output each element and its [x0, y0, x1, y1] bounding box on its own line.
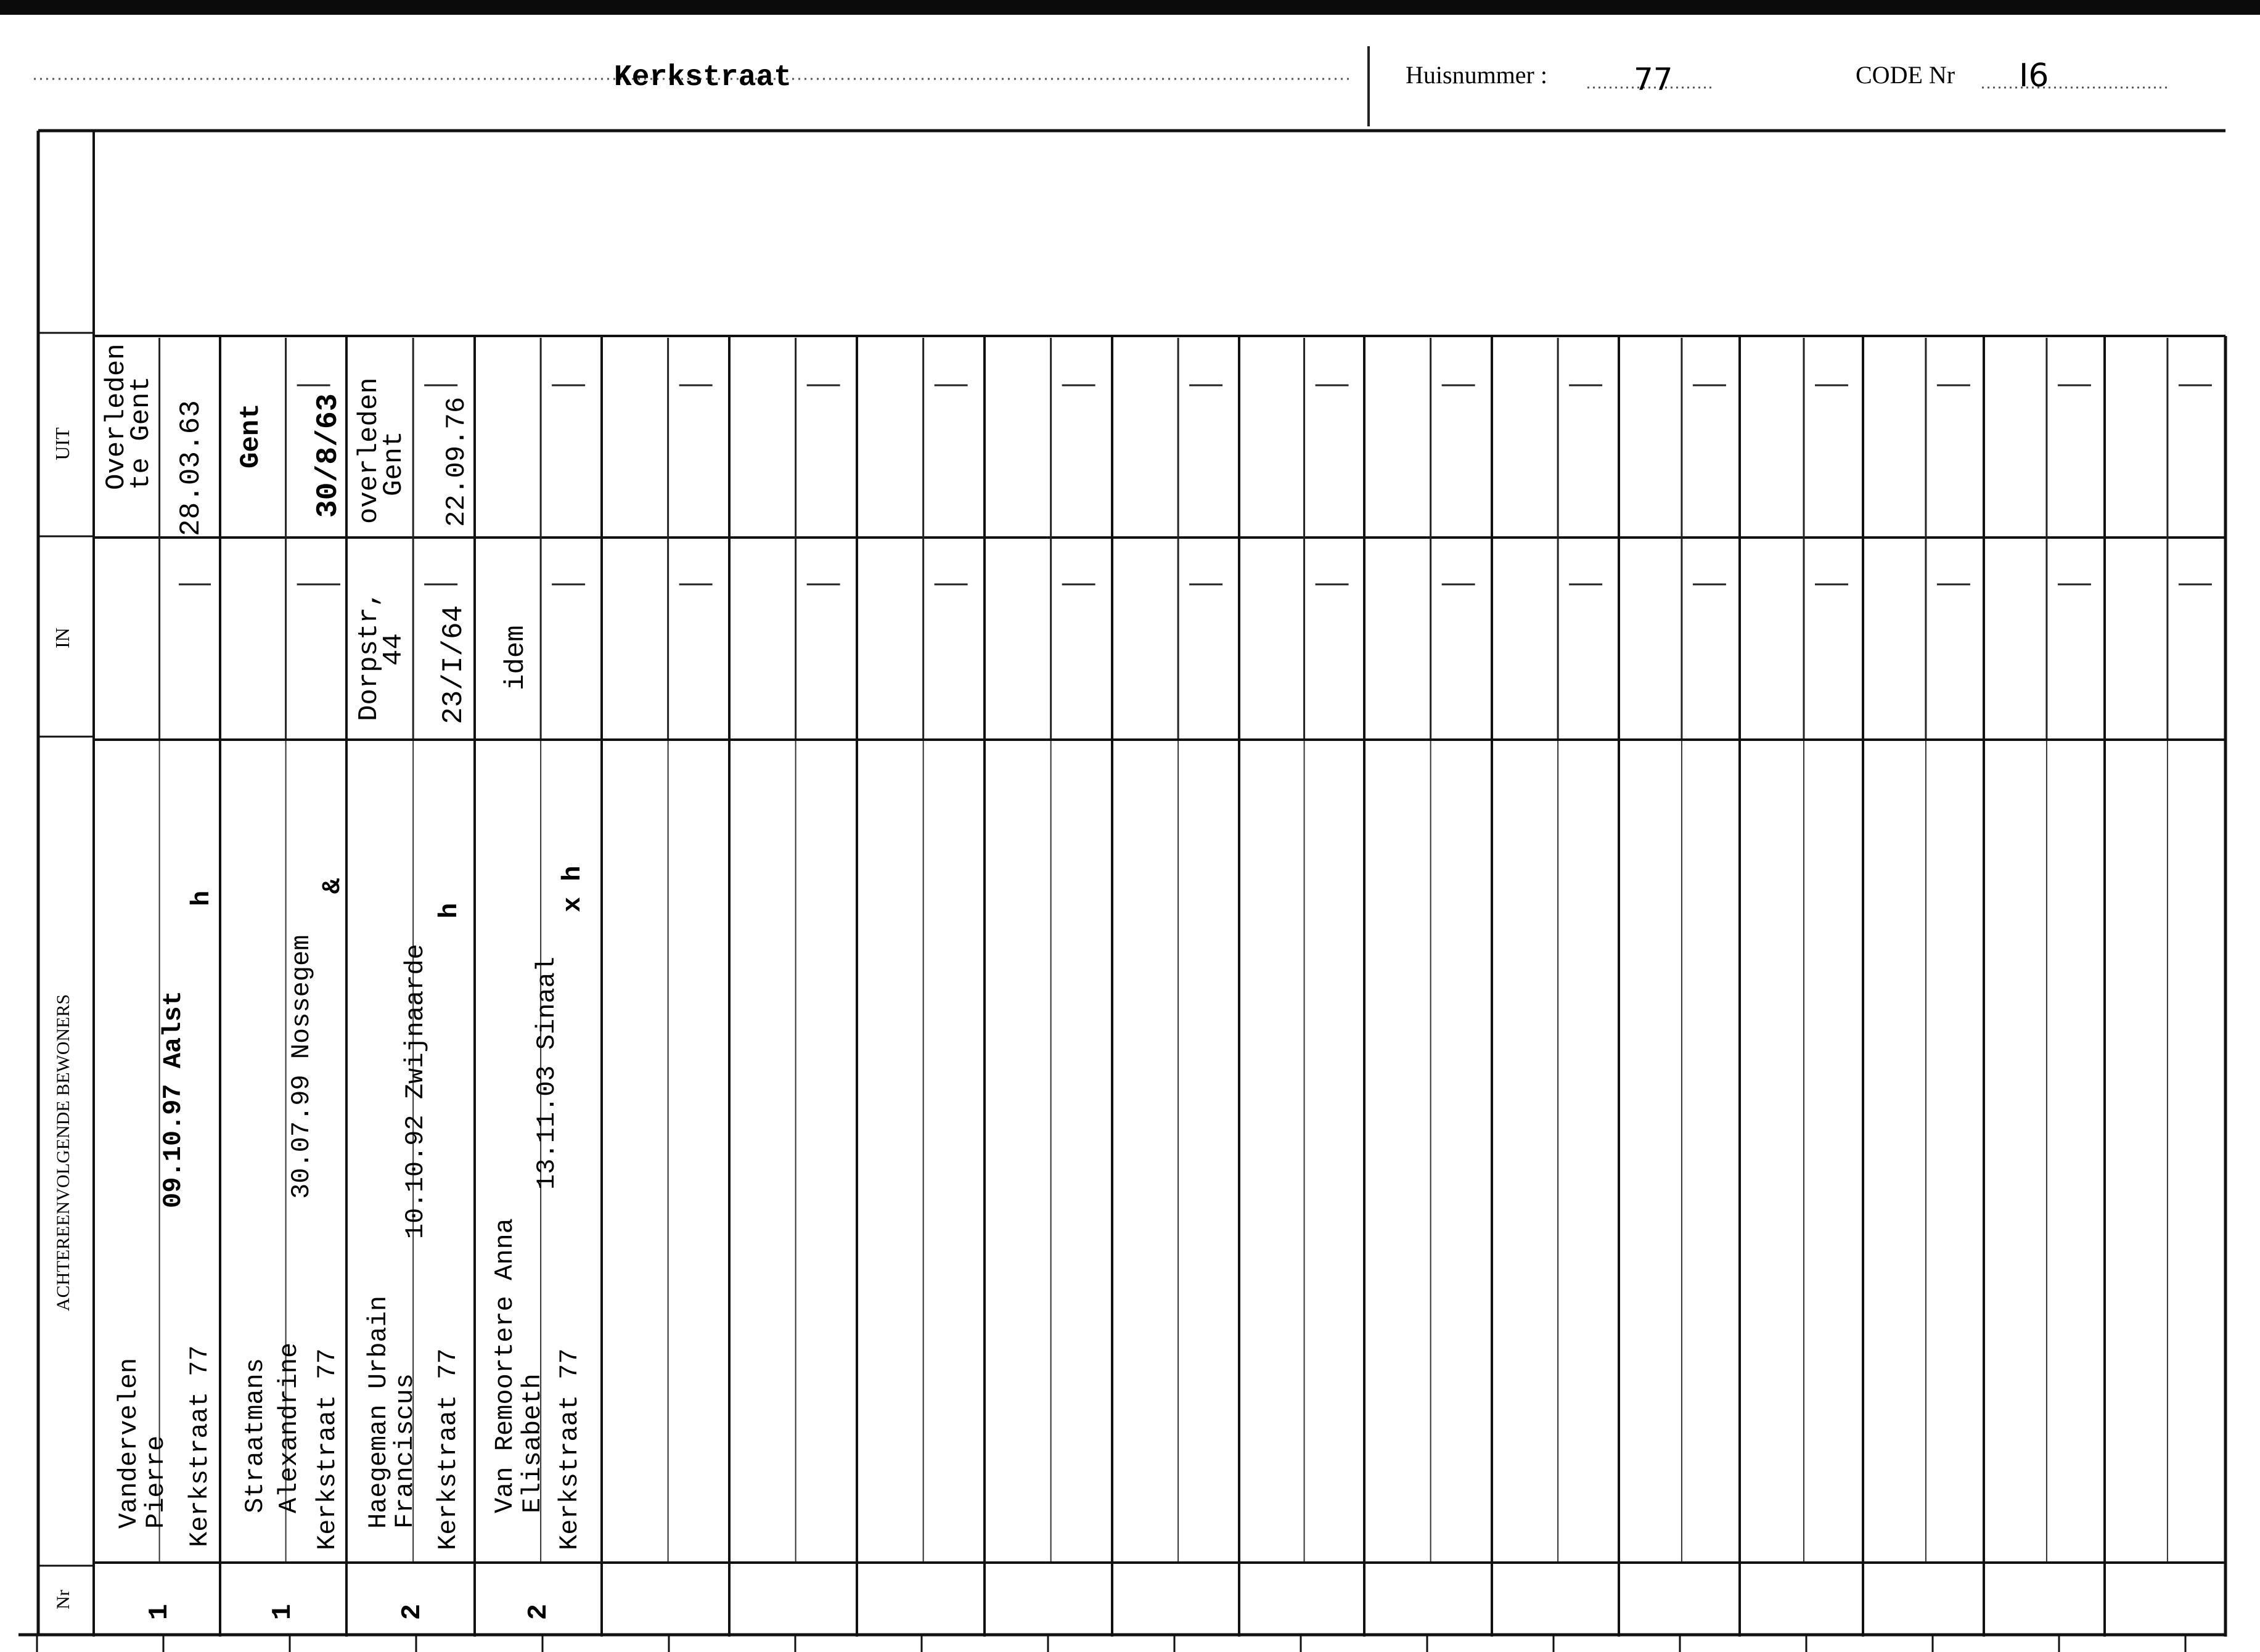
house-number: 77 — [1634, 62, 1673, 97]
in-place-line-2: 44 — [379, 633, 409, 666]
name-line-3: Kerkstraat 77 — [313, 1348, 342, 1550]
code-number: I6 — [2019, 57, 2049, 94]
name-line-2: Pierre — [141, 1435, 171, 1529]
scan-top-edge — [0, 0, 2260, 15]
status-mark: h — [435, 902, 464, 918]
status-mark: x h — [558, 865, 588, 912]
in-place-line-1: Dorpstr, — [354, 591, 385, 721]
uit-place-line-2: Gent — [379, 431, 409, 496]
name-line-1: Vandervelen — [114, 1357, 144, 1529]
name-line-1: Straatmans — [240, 1357, 270, 1513]
birth-info: 10.10.92 Zwijnaarde — [401, 944, 430, 1239]
name-line-3: Kerkstraat 77 — [433, 1348, 463, 1550]
uit-place-line-1: overleden — [354, 377, 385, 524]
resident-nr: 1 — [144, 1603, 175, 1621]
name-line-2: Franciscus — [390, 1373, 420, 1529]
name-line-1: Van Remoortere Anna — [490, 1218, 520, 1513]
resident-2 — [235, 393, 347, 1620]
header — [34, 46, 2167, 126]
label-uit: UIT — [51, 427, 73, 460]
resident-nr: 2 — [397, 1603, 428, 1621]
label-bewoners: ACHTEREENVOLGENDE BEWONERS — [53, 994, 73, 1312]
name-line-1: Haegeman Urbain — [364, 1295, 393, 1529]
birth-info: 13.11.03 Sinaal — [532, 956, 562, 1190]
uit-date: 28.03.63 — [175, 400, 207, 536]
grid-frame — [18, 131, 2225, 1637]
code-label: CODE Nr — [1856, 61, 1955, 89]
empty-cell-dashes — [179, 385, 2212, 584]
resident-nr: 1 — [268, 1603, 298, 1621]
house-number-label: Huisnummer : — [1406, 61, 1547, 89]
uit-date: 30/8/63 — [312, 393, 345, 518]
status-mark: & — [317, 878, 347, 894]
in-place-line-1: idem — [501, 625, 531, 690]
status-mark: h — [187, 890, 216, 906]
uit-date: 22.09.76 — [441, 396, 472, 527]
name-line-2: Elisabeth — [518, 1373, 547, 1513]
resident-nr: 2 — [523, 1603, 554, 1621]
street-name: Kerkstraat — [613, 61, 792, 94]
uit-place-line-1: Overleden — [101, 343, 132, 490]
resident-4 — [490, 625, 588, 1620]
in-date: 23/I/64 — [438, 605, 470, 724]
row-labels — [51, 427, 73, 1609]
name-line-3: Kerkstraat 77 — [185, 1345, 215, 1547]
label-nr: Nr — [53, 1590, 73, 1609]
uit-place-line-2: te Gent — [126, 376, 157, 490]
name-line-2: Alexandrine — [274, 1342, 304, 1513]
birth-info: 30.07.99 Nossegem — [287, 934, 316, 1199]
label-in: IN — [51, 628, 73, 648]
name-line-3: Kerkstraat 77 — [555, 1348, 584, 1550]
uit-place-line-1: Gent — [235, 403, 266, 468]
birth-info: 09.10.97 Aalst — [158, 991, 188, 1208]
